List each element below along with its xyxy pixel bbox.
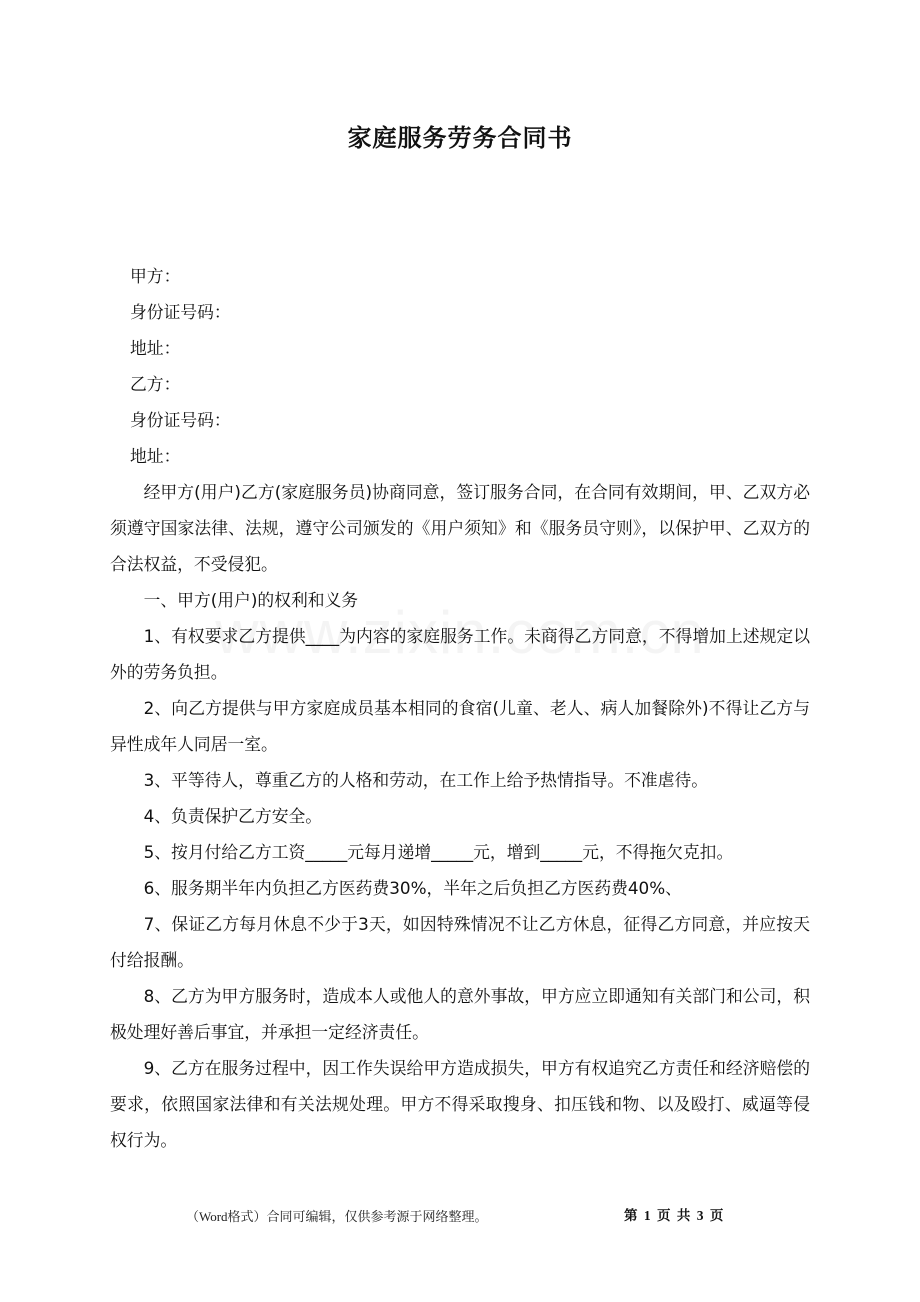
intro-paragraph: 经甲方(用户)乙方(家庭服务员)协商同意，签订服务合同，在合同有效期间，甲、乙双方必须遵守国家法律、法规，遵守公司颁发的《用户须知》和《服务员守则》，以保护甲、乙双方的合法权益，不受侵犯。 (110, 482, 810, 574)
section-heading: 一、甲方(用户)的权利和义务 (143, 590, 359, 610)
clause-7: 7、保证乙方每月休息不少于3天，如因特殊情况不让乙方休息，征得乙方同意，并应按天付给报酬。 (110, 914, 810, 970)
party-b-id-label: 身份证号码： (130, 410, 231, 430)
clause-9: 9、乙方在服务过程中，因工作失误给甲方造成损失，甲方有权追究乙方责任和经济赔偿的要求，依照国家法律和有关法规处理。甲方不得采取搜身、扣压钱和物、以及殴打、威逼等侵权行为。 (110, 1058, 810, 1150)
document-title: 家庭服务劳务合同书 (347, 124, 573, 152)
party-b-address-label: 地址： (130, 446, 181, 466)
party-a-address-label: 地址： (130, 338, 181, 358)
footer-note: （Word格式）合同可编辑，仅供参考源于网络整理。 (186, 1209, 488, 1224)
clause-6: 6、服务期半年内负担乙方医药费30%，半年之后负担乙方医药费40%、 (143, 878, 682, 898)
party-a-id-label: 身份证号码： (130, 302, 231, 322)
clause-1: 1、有权要求乙方提供____为内容的家庭服务工作。未商得乙方同意，不得增加上述规定以外的劳务负担。 (110, 626, 810, 682)
document-body (110, 258, 810, 1158)
clause-4: 4、负责保护乙方安全。 (143, 806, 323, 826)
clause-5: 5、按月付给乙方工资_____元每月递增_____元，增到_____元，不得拖欠克扣。 (143, 842, 734, 862)
clause-8: 8、乙方为甲方服务时，造成本人或他人的意外事故，甲方应立即通知有关部门和公司，积极处理好善后事宜，并承担一定经济责任。 (110, 986, 810, 1042)
party-a-label: 甲方： (130, 266, 181, 286)
page-number: 第 1 页 共 3 页 (624, 1208, 724, 1223)
clause-2: 2、向乙方提供与甲方家庭成员基本相同的食宿(儿童、老人、病人加餐除外)不得让乙方与异性成年人同居一室。 (110, 698, 810, 754)
clause-3: 3、平等待人，尊重乙方的人格和劳动，在工作上给予热情指导。不准虐待。 (143, 770, 709, 790)
party-b-label: 乙方： (130, 374, 181, 394)
